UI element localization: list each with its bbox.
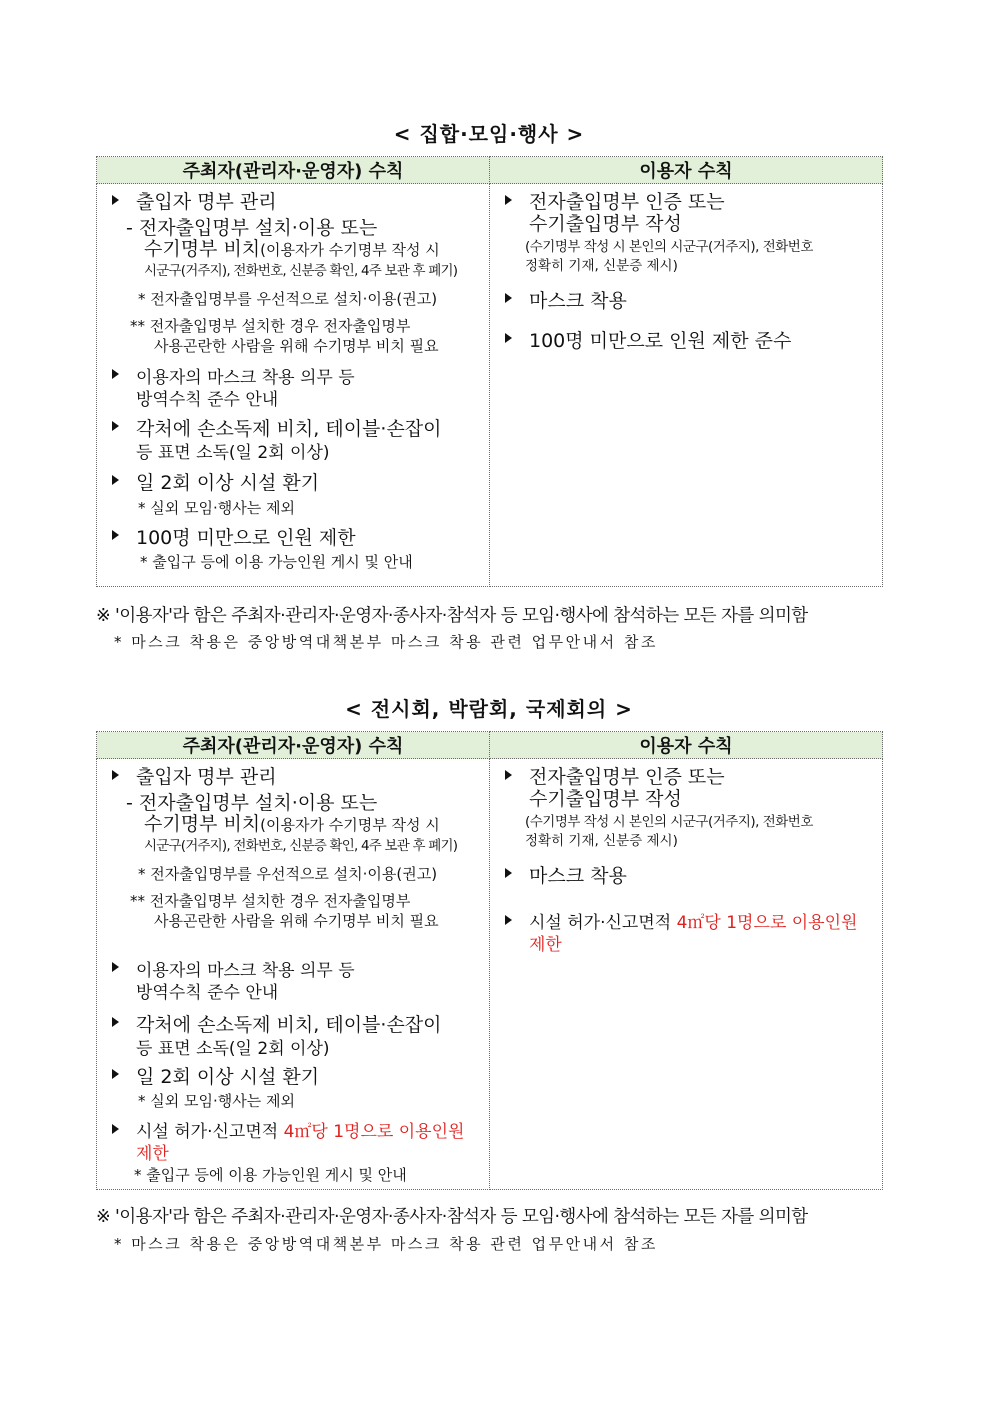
rule-mask-guidance: 방역수칙 준수 안내 [136, 983, 279, 1003]
triangle-bullet-icon [112, 530, 119, 540]
rule-note: * 출입구 등에 이용 가능인원 게시 및 안내 [134, 1166, 407, 1184]
header-user-rules: 이용자 수칙 [490, 157, 883, 184]
triangle-bullet-icon [112, 962, 119, 972]
user-rules-cell [490, 759, 883, 1190]
section-title: < 전시회, 박람회, 국제회의 > [345, 697, 633, 721]
header-organizer-rules: 주최자(관리자·운영자) 수칙 [97, 732, 490, 759]
rule-visitor-log-detail: - 전자출입명부 설치·이용 또는 [126, 792, 378, 814]
triangle-bullet-icon [505, 868, 512, 878]
rule-note: 사용곤란한 사람을 위해 수기명부 비치 필요 [154, 912, 439, 930]
rule-note: * 출입구 등에 이용 가능인원 게시 및 안내 [140, 553, 413, 571]
triangle-bullet-icon [505, 293, 512, 303]
rule-disinfection: 등 표면 소독(일 2회 이상) [136, 1039, 330, 1059]
rules-table [96, 731, 883, 1190]
rule-capacity: 제한 [136, 1144, 169, 1164]
rule-capacity: 100명 미만으로 인원 제한 [136, 527, 356, 549]
section-gathering [96, 118, 882, 658]
triangle-bullet-icon [112, 421, 119, 431]
triangle-bullet-icon [112, 475, 119, 485]
rule-visitor-log: 출입자 명부 관리 [136, 766, 277, 788]
rule-ventilation: 일 2회 이상 시설 환기 [136, 1066, 320, 1088]
rule-note: * 전자출입명부를 우선적으로 설치·이용(권고) [138, 865, 438, 883]
rule-mask-guidance: 방역수칙 준수 안내 [136, 390, 279, 410]
organizer-rules-cell [97, 759, 490, 1190]
section-exhibition [96, 693, 882, 1263]
user-rule-mask: 마스크 착용 [529, 865, 627, 887]
user-rule-log: 수기출입명부 작성 [529, 213, 682, 235]
triangle-bullet-icon [112, 195, 119, 205]
rule-mask-guidance: 이용자의 마스크 착용 의무 등 [136, 368, 355, 388]
rule-note: ** 전자출입명부 설치한 경우 전자출입명부 [130, 317, 411, 335]
section-title: < 집합·모임·행사 > [393, 122, 585, 146]
user-rule-capacity: 100명 미만으로 인원 제한 준수 [529, 330, 792, 352]
user-rule-mask: 마스크 착용 [529, 290, 627, 312]
organizer-rules-cell [97, 184, 490, 587]
rule-note: * 실외 모임·행사는 제외 [138, 1092, 295, 1110]
triangle-bullet-icon [505, 195, 512, 205]
rule-visitor-log-detail: 수기명부 비치(이용자가 수기명부 작성 시 [144, 238, 440, 260]
triangle-bullet-icon [112, 1124, 119, 1134]
header-user-rules: 이용자 수칙 [490, 732, 883, 759]
rule-visitor-log-detail: 시군구(거주지), 전화번호, 신분증 확인, 4주 보관 후 폐기) [144, 263, 458, 279]
rule-visitor-log-detail: 수기명부 비치(이용자가 수기명부 작성 시 [144, 813, 440, 835]
triangle-bullet-icon [505, 915, 512, 925]
rule-capacity: 시설 허가·신고면적 4㎡당 1명으로 이용인원 [136, 1122, 465, 1142]
rule-note: * 전자출입명부를 우선적으로 설치·이용(권고) [138, 290, 438, 308]
triangle-bullet-icon [112, 1017, 119, 1027]
rule-disinfection: 등 표면 소독(일 2회 이상) [136, 443, 330, 463]
rule-ventilation: 일 2회 이상 시설 환기 [136, 472, 320, 494]
triangle-bullet-icon [112, 369, 119, 379]
triangle-bullet-icon [505, 770, 512, 780]
rule-disinfection: 각처에 손소독제 비치, 테이블·손잡이 [136, 1014, 442, 1036]
footnote-mask: * 마스크 착용은 중앙방역대책본부 마스크 착용 관련 업무안내서 참조 [114, 1235, 658, 1253]
user-rule-log-detail: (수기명부 작성 시 본인의 시군구(거주지), 전화번호 [525, 814, 813, 830]
user-rule-log: 전자출입명부 인증 또는 [529, 191, 725, 213]
rule-disinfection: 각처에 손소독제 비치, 테이블·손잡이 [136, 418, 442, 440]
triangle-bullet-icon [112, 1069, 119, 1079]
user-rule-log-detail: (수기명부 작성 시 본인의 시군구(거주지), 전화번호 [525, 239, 813, 255]
rule-mask-guidance: 이용자의 마스크 착용 의무 등 [136, 961, 355, 981]
user-rule-capacity: 시설 허가·신고면적 4㎡당 1명으로 이용인원 [529, 913, 858, 933]
footnote-definition: ※ '이용자'라 함은 주최자·관리자·운영자·종사자·참석자 등 모임·행사에 참석하는 모든 자를 의미함 [96, 1207, 808, 1227]
user-rules-cell [490, 184, 883, 587]
user-rule-log-detail: 정확히 기재, 신분증 제시) [525, 833, 678, 849]
footnote-mask: * 마스크 착용은 중앙방역대책본부 마스크 착용 관련 업무안내서 참조 [114, 633, 658, 651]
user-rule-capacity: 제한 [529, 935, 562, 955]
rules-table [96, 156, 883, 587]
rule-visitor-log: 출입자 명부 관리 [136, 191, 277, 213]
rule-note: * 실외 모임·행사는 제외 [138, 499, 295, 517]
user-rule-log: 전자출입명부 인증 또는 [529, 766, 725, 788]
rule-visitor-log-detail: 시군구(거주지), 전화번호, 신분증 확인, 4주 보관 후 폐기) [144, 838, 458, 854]
user-rule-log: 수기출입명부 작성 [529, 788, 682, 810]
header-organizer-rules: 주최자(관리자·운영자) 수칙 [97, 157, 490, 184]
rule-note: ** 전자출입명부 설치한 경우 전자출입명부 [130, 892, 411, 910]
triangle-bullet-icon [112, 770, 119, 780]
rule-visitor-log-detail: - 전자출입명부 설치·이용 또는 [126, 217, 378, 239]
user-rule-log-detail: 정확히 기재, 신분증 제시) [525, 258, 678, 274]
footnote-definition: ※ '이용자'라 함은 주최자·관리자·운영자·종사자·참석자 등 모임·행사에 참석하는 모든 자를 의미함 [96, 606, 808, 626]
rule-note: 사용곤란한 사람을 위해 수기명부 비치 필요 [154, 337, 439, 355]
triangle-bullet-icon [505, 333, 512, 343]
